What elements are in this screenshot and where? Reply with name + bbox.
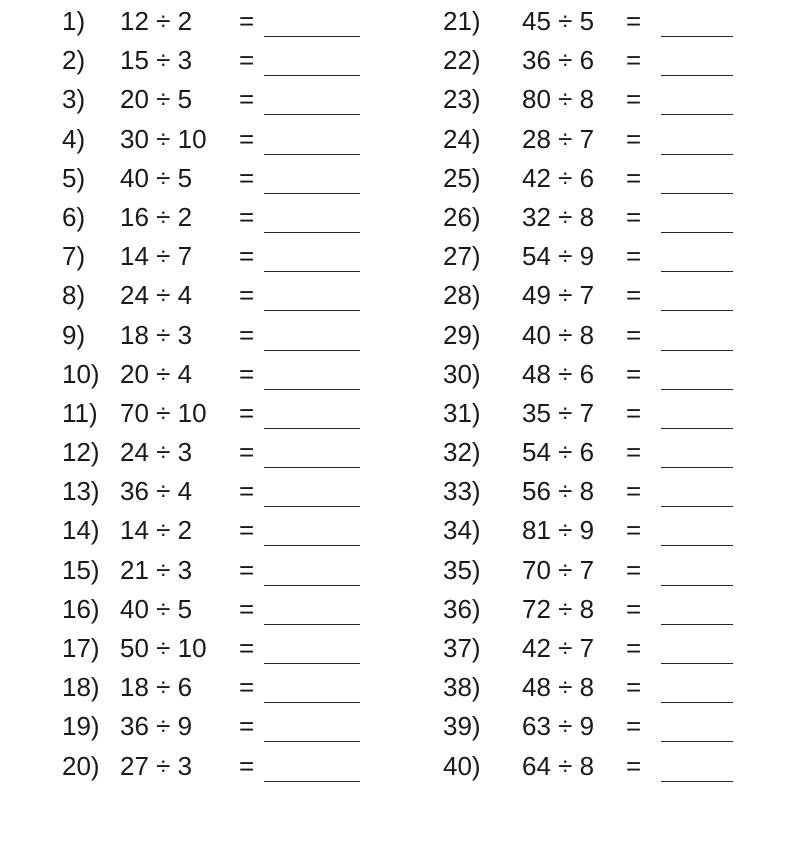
equals-sign: = <box>239 45 255 76</box>
problem-row <box>62 354 362 393</box>
answer-blank[interactable] <box>264 114 360 115</box>
problem-number: 31) <box>443 397 481 428</box>
problem-number: 33) <box>443 476 481 507</box>
equals-sign: = <box>626 397 642 428</box>
answer-blank[interactable] <box>661 389 733 390</box>
division-expression: 63 ÷ 9 <box>522 711 595 742</box>
answer-blank[interactable] <box>264 624 360 625</box>
problem-row <box>62 40 362 79</box>
answer-blank[interactable] <box>264 75 360 76</box>
answer-blank[interactable] <box>264 428 360 429</box>
division-expression: 18 ÷ 3 <box>120 319 193 350</box>
problem-row <box>62 432 362 471</box>
equals-sign: = <box>626 358 642 389</box>
equals-sign: = <box>626 437 642 468</box>
answer-blank[interactable] <box>661 545 733 546</box>
problem-row <box>443 706 743 745</box>
problem-row <box>443 1 743 40</box>
problem-row <box>62 471 362 510</box>
equals-sign: = <box>626 84 642 115</box>
problem-number: 37) <box>443 633 481 663</box>
equals-sign: = <box>239 162 255 193</box>
answer-blank[interactable] <box>264 36 360 37</box>
equals-sign: = <box>626 554 642 585</box>
equals-sign: = <box>626 750 642 781</box>
problem-number: 2) <box>62 45 86 76</box>
equals-sign: = <box>239 358 255 389</box>
division-expression: 21 ÷ 3 <box>120 554 193 585</box>
problem-row <box>62 158 362 197</box>
division-expression: 14 ÷ 7 <box>120 241 193 272</box>
equals-sign: = <box>239 6 255 36</box>
equals-sign: = <box>626 6 642 36</box>
division-expression: 36 ÷ 9 <box>120 711 193 742</box>
problem-number: 16) <box>62 593 100 624</box>
answer-blank[interactable] <box>264 781 360 782</box>
problem-row <box>443 393 743 432</box>
problem-number: 22) <box>443 45 481 76</box>
equals-sign: = <box>626 280 642 311</box>
answer-blank[interactable] <box>264 193 360 194</box>
answer-blank[interactable] <box>264 310 360 311</box>
equals-sign: = <box>239 711 255 742</box>
answer-blank[interactable] <box>661 75 733 76</box>
division-expression: 45 ÷ 5 <box>522 6 595 36</box>
division-expression: 24 ÷ 3 <box>120 437 193 468</box>
division-expression: 70 ÷ 7 <box>522 554 595 585</box>
problem-row <box>62 628 362 667</box>
problem-row <box>443 40 743 79</box>
problem-number: 10) <box>62 358 100 389</box>
answer-blank[interactable] <box>264 232 360 233</box>
problem-row <box>443 79 743 118</box>
answer-blank[interactable] <box>264 506 360 507</box>
answer-blank[interactable] <box>264 585 360 586</box>
problem-number: 40) <box>443 750 481 781</box>
problem-row <box>443 667 743 706</box>
problem-row <box>443 197 743 236</box>
problem-row <box>62 706 362 745</box>
problem-row <box>62 236 362 275</box>
problem-number: 36) <box>443 593 481 624</box>
problem-row <box>443 432 743 471</box>
problem-number: 20) <box>62 750 100 781</box>
equals-sign: = <box>626 45 642 76</box>
division-expression: 40 ÷ 5 <box>120 162 193 193</box>
equals-sign: = <box>239 554 255 585</box>
problem-number: 18) <box>62 672 100 703</box>
problem-row <box>443 315 743 354</box>
division-expression: 12 ÷ 2 <box>120 6 193 36</box>
division-expression: 48 ÷ 8 <box>522 672 595 703</box>
division-expression: 40 ÷ 5 <box>120 593 193 624</box>
problem-row <box>62 746 362 785</box>
division-expression: 20 ÷ 5 <box>120 84 193 115</box>
problem-row <box>443 510 743 549</box>
answer-blank[interactable] <box>661 232 733 233</box>
problem-number: 39) <box>443 711 481 742</box>
equals-sign: = <box>626 201 642 232</box>
equals-sign: = <box>626 633 642 663</box>
division-expression: 40 ÷ 8 <box>522 319 595 350</box>
problem-number: 4) <box>62 123 86 154</box>
problem-row <box>443 236 743 275</box>
problem-row <box>62 510 362 549</box>
answer-blank[interactable] <box>264 271 360 272</box>
division-expression: 56 ÷ 8 <box>522 476 595 507</box>
division-expression: 50 ÷ 10 <box>120 633 207 663</box>
division-expression: 36 ÷ 6 <box>522 45 595 76</box>
division-expression: 72 ÷ 8 <box>522 593 595 624</box>
equals-sign: = <box>626 515 642 546</box>
division-expression: 54 ÷ 9 <box>522 241 595 272</box>
equals-sign: = <box>239 476 255 507</box>
answer-blank[interactable] <box>264 663 360 664</box>
problem-row <box>443 628 743 667</box>
problem-number: 21) <box>443 6 481 36</box>
problem-number: 19) <box>62 711 100 742</box>
equals-sign: = <box>239 280 255 311</box>
equals-sign: = <box>239 123 255 154</box>
answer-blank[interactable] <box>264 154 360 155</box>
equals-sign: = <box>239 397 255 428</box>
equals-sign: = <box>239 672 255 703</box>
problem-number: 27) <box>443 241 481 272</box>
answer-blank[interactable] <box>661 663 733 664</box>
equals-sign: = <box>626 672 642 703</box>
problem-row <box>443 471 743 510</box>
problem-number: 1) <box>62 6 86 36</box>
problem-row <box>62 550 362 589</box>
answer-blank[interactable] <box>661 624 733 625</box>
problem-number: 32) <box>443 437 481 468</box>
problem-number: 14) <box>62 515 100 546</box>
answer-blank[interactable] <box>264 389 360 390</box>
answer-blank[interactable] <box>661 506 733 507</box>
division-expression: 54 ÷ 6 <box>522 437 595 468</box>
answer-blank[interactable] <box>661 36 733 37</box>
problem-row <box>62 197 362 236</box>
division-expression: 42 ÷ 7 <box>522 633 595 663</box>
answer-blank[interactable] <box>661 702 733 703</box>
answer-blank[interactable] <box>264 545 360 546</box>
division-expression: 18 ÷ 6 <box>120 672 193 703</box>
problem-number: 6) <box>62 201 86 232</box>
division-expression: 48 ÷ 6 <box>522 358 595 389</box>
problem-row <box>62 275 362 314</box>
division-expression: 49 ÷ 7 <box>522 280 595 311</box>
problem-row <box>443 746 743 785</box>
division-expression: 28 ÷ 7 <box>522 123 595 154</box>
problem-number: 9) <box>62 319 86 350</box>
problem-row <box>62 589 362 628</box>
problem-number: 7) <box>62 241 86 272</box>
problem-row <box>443 589 743 628</box>
problem-row <box>62 315 362 354</box>
answer-blank[interactable] <box>661 154 733 155</box>
problem-number: 25) <box>443 162 481 193</box>
equals-sign: = <box>239 633 255 663</box>
division-expression: 64 ÷ 8 <box>522 750 595 781</box>
problem-row <box>62 79 362 118</box>
answer-blank[interactable] <box>661 585 733 586</box>
equals-sign: = <box>626 162 642 193</box>
division-expression: 70 ÷ 10 <box>120 397 207 428</box>
answer-blank[interactable] <box>264 350 360 351</box>
division-expression: 20 ÷ 4 <box>120 358 193 389</box>
equals-sign: = <box>626 123 642 154</box>
equals-sign: = <box>239 515 255 546</box>
equals-sign: = <box>239 437 255 468</box>
problem-row <box>62 1 362 40</box>
equals-sign: = <box>239 241 255 272</box>
problem-row <box>443 119 743 158</box>
division-expression: 15 ÷ 3 <box>120 45 193 76</box>
answer-blank[interactable] <box>661 193 733 194</box>
problem-number: 13) <box>62 476 100 507</box>
equals-sign: = <box>239 750 255 781</box>
problem-number: 12) <box>62 437 100 468</box>
division-expression: 24 ÷ 4 <box>120 280 193 311</box>
division-expression: 81 ÷ 9 <box>522 515 595 546</box>
equals-sign: = <box>239 319 255 350</box>
equals-sign: = <box>239 593 255 624</box>
problem-number: 3) <box>62 84 86 115</box>
division-expression: 32 ÷ 8 <box>522 201 595 232</box>
answer-blank[interactable] <box>661 741 733 742</box>
problem-number: 26) <box>443 201 481 232</box>
problem-column-right <box>443 1 743 785</box>
division-expression: 16 ÷ 2 <box>120 201 193 232</box>
division-expression: 30 ÷ 10 <box>120 123 207 154</box>
problem-number: 24) <box>443 123 481 154</box>
division-expression: 42 ÷ 6 <box>522 162 595 193</box>
problem-row <box>62 393 362 432</box>
problem-row <box>443 354 743 393</box>
division-expression: 36 ÷ 4 <box>120 476 193 507</box>
problem-number: 17) <box>62 633 100 663</box>
problem-number: 35) <box>443 554 481 585</box>
answer-blank[interactable] <box>661 428 733 429</box>
problem-number: 28) <box>443 280 481 311</box>
problem-number: 30) <box>443 358 481 389</box>
answer-blank[interactable] <box>264 467 360 468</box>
problem-row <box>443 275 743 314</box>
equals-sign: = <box>239 201 255 232</box>
answer-blank[interactable] <box>661 271 733 272</box>
problem-row <box>443 550 743 589</box>
equals-sign: = <box>626 711 642 742</box>
equals-sign: = <box>626 593 642 624</box>
problem-row <box>62 119 362 158</box>
answer-blank[interactable] <box>264 702 360 703</box>
answer-blank[interactable] <box>661 781 733 782</box>
equals-sign: = <box>239 84 255 115</box>
division-expression: 35 ÷ 7 <box>522 397 595 428</box>
problem-column-left <box>62 1 362 785</box>
answer-blank[interactable] <box>661 310 733 311</box>
problem-number: 11) <box>62 397 98 428</box>
problem-number: 8) <box>62 280 86 311</box>
problem-number: 29) <box>443 319 481 350</box>
problem-number: 38) <box>443 672 481 703</box>
answer-blank[interactable] <box>661 114 733 115</box>
answer-blank[interactable] <box>661 467 733 468</box>
problem-number: 34) <box>443 515 481 546</box>
problem-number: 15) <box>62 554 100 585</box>
problem-row <box>443 158 743 197</box>
division-expression: 14 ÷ 2 <box>120 515 193 546</box>
problem-number: 5) <box>62 162 86 193</box>
problem-number: 23) <box>443 84 481 115</box>
division-expression: 80 ÷ 8 <box>522 84 595 115</box>
division-expression: 27 ÷ 3 <box>120 750 193 781</box>
answer-blank[interactable] <box>264 741 360 742</box>
equals-sign: = <box>626 476 642 507</box>
problem-row <box>62 667 362 706</box>
equals-sign: = <box>626 241 642 272</box>
equals-sign: = <box>626 319 642 350</box>
answer-blank[interactable] <box>661 350 733 351</box>
